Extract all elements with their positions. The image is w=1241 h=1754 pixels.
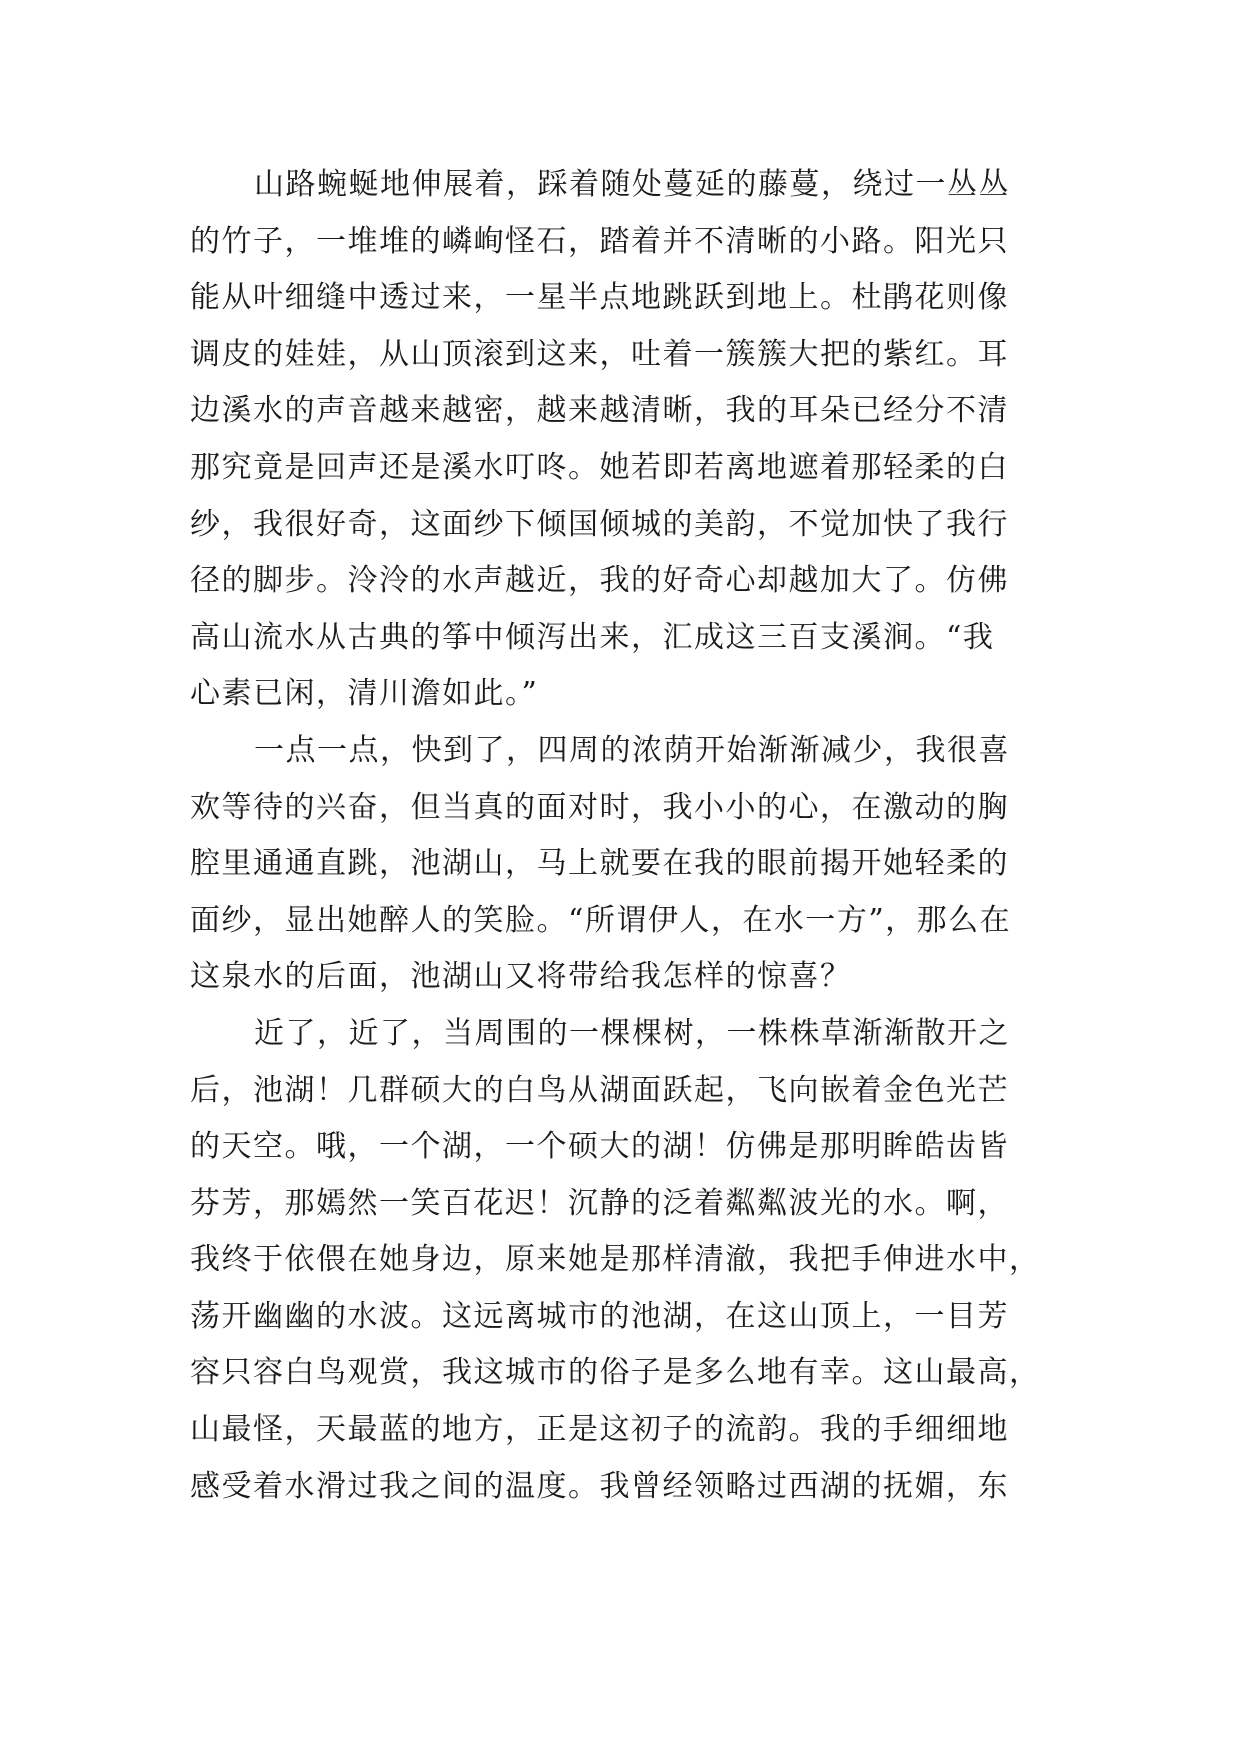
text-line: 纱，我很好奇，这面纱下倾国倾城的美韵，不觉加快了我行: [190, 506, 1009, 542]
text-line: 高山流水从古典的筝中倾泻出来，汇成这三百支溪涧。“我: [190, 619, 995, 655]
text-line: 径的脚步。泠泠的水声越近，我的好奇心却越加大了。仿佛: [190, 563, 1009, 599]
text-line: 山路蜿蜒地伸展着，踩着随处蔓延的藤蔓，绕过一丛丛: [254, 167, 1010, 202]
text-line: 近了，近了，当周围的一棵棵树，一株株草渐渐散开之: [254, 1015, 1010, 1051]
text-line: 的天空。哦，一个湖，一个硕大的湖！仿佛是那明眸皓齿皆: [190, 1129, 1009, 1165]
text-line: 的竹子，一堆堆的嶙峋怪石，踏着并不清晰的小路。阳光只: [190, 223, 1009, 259]
text-line: 那究竟是回声还是溪水叮咚。她若即若离地遮着那轻柔的白: [190, 449, 1009, 485]
text-line: 欢等待的兴奋，但当真的面对时，我小小的心，在激动的胸: [190, 789, 1009, 825]
text-line: 调皮的娃娃，从山顶滚到这来，吐着一簇簇大把的紫红。耳: [190, 336, 1009, 372]
paragraph-1: [190, 157, 1060, 723]
text-line: 一点一点，快到了，四周的浓荫开始渐渐减少，我很喜: [254, 732, 1010, 768]
text-line: 感受着水滑过我之间的温度。我曾经领略过西湖的抚媚，东: [190, 1468, 1009, 1504]
paragraph-3: [190, 1006, 1060, 1515]
text-line: 心素已闲，清川澹如此。”: [190, 676, 539, 712]
text-line: 腔里通通直跳，池湖山，马上就要在我的眼前揭开她轻柔的: [190, 846, 1009, 882]
article-body: [190, 157, 1060, 1515]
text-line: 能从叶细缝中透过来，一星半点地跳跃到地上。杜鹃花则像: [190, 280, 1009, 316]
text-line: 芬芳，那嫣然一笑百花迟！沉静的泛着粼粼波光的水。啊，: [190, 1185, 1009, 1221]
text-line: 后，池湖！几群硕大的白鸟从湖面跃起，飞向嵌着金色光芒: [190, 1072, 1009, 1108]
text-line: 荡开幽幽的水波。这远离城市的池湖，在这山顶上，一目芳: [190, 1298, 1009, 1334]
text-line: 容只容白鸟观赏，我这城市的俗子是多么地有幸。这山最高，: [190, 1355, 1041, 1391]
text-line: 我终于依偎在她身边，原来她是那样清澈，我把手伸进水中，: [190, 1242, 1041, 1278]
text-line: 这泉水的后面，池湖山又将带给我怎样的惊喜？: [190, 959, 852, 995]
paragraph-2: [190, 723, 1060, 1006]
text-line: 面纱，显出她醉人的笑脸。“所谓伊人，在水一方”，那么在: [190, 902, 1012, 938]
text-line: 边溪水的声音越来越密，越来越清晰，我的耳朵已经分不清: [190, 393, 1009, 429]
text-line: 山最怪，天最蓝的地方，正是这初子的流韵。我的手细细地: [190, 1412, 1009, 1448]
